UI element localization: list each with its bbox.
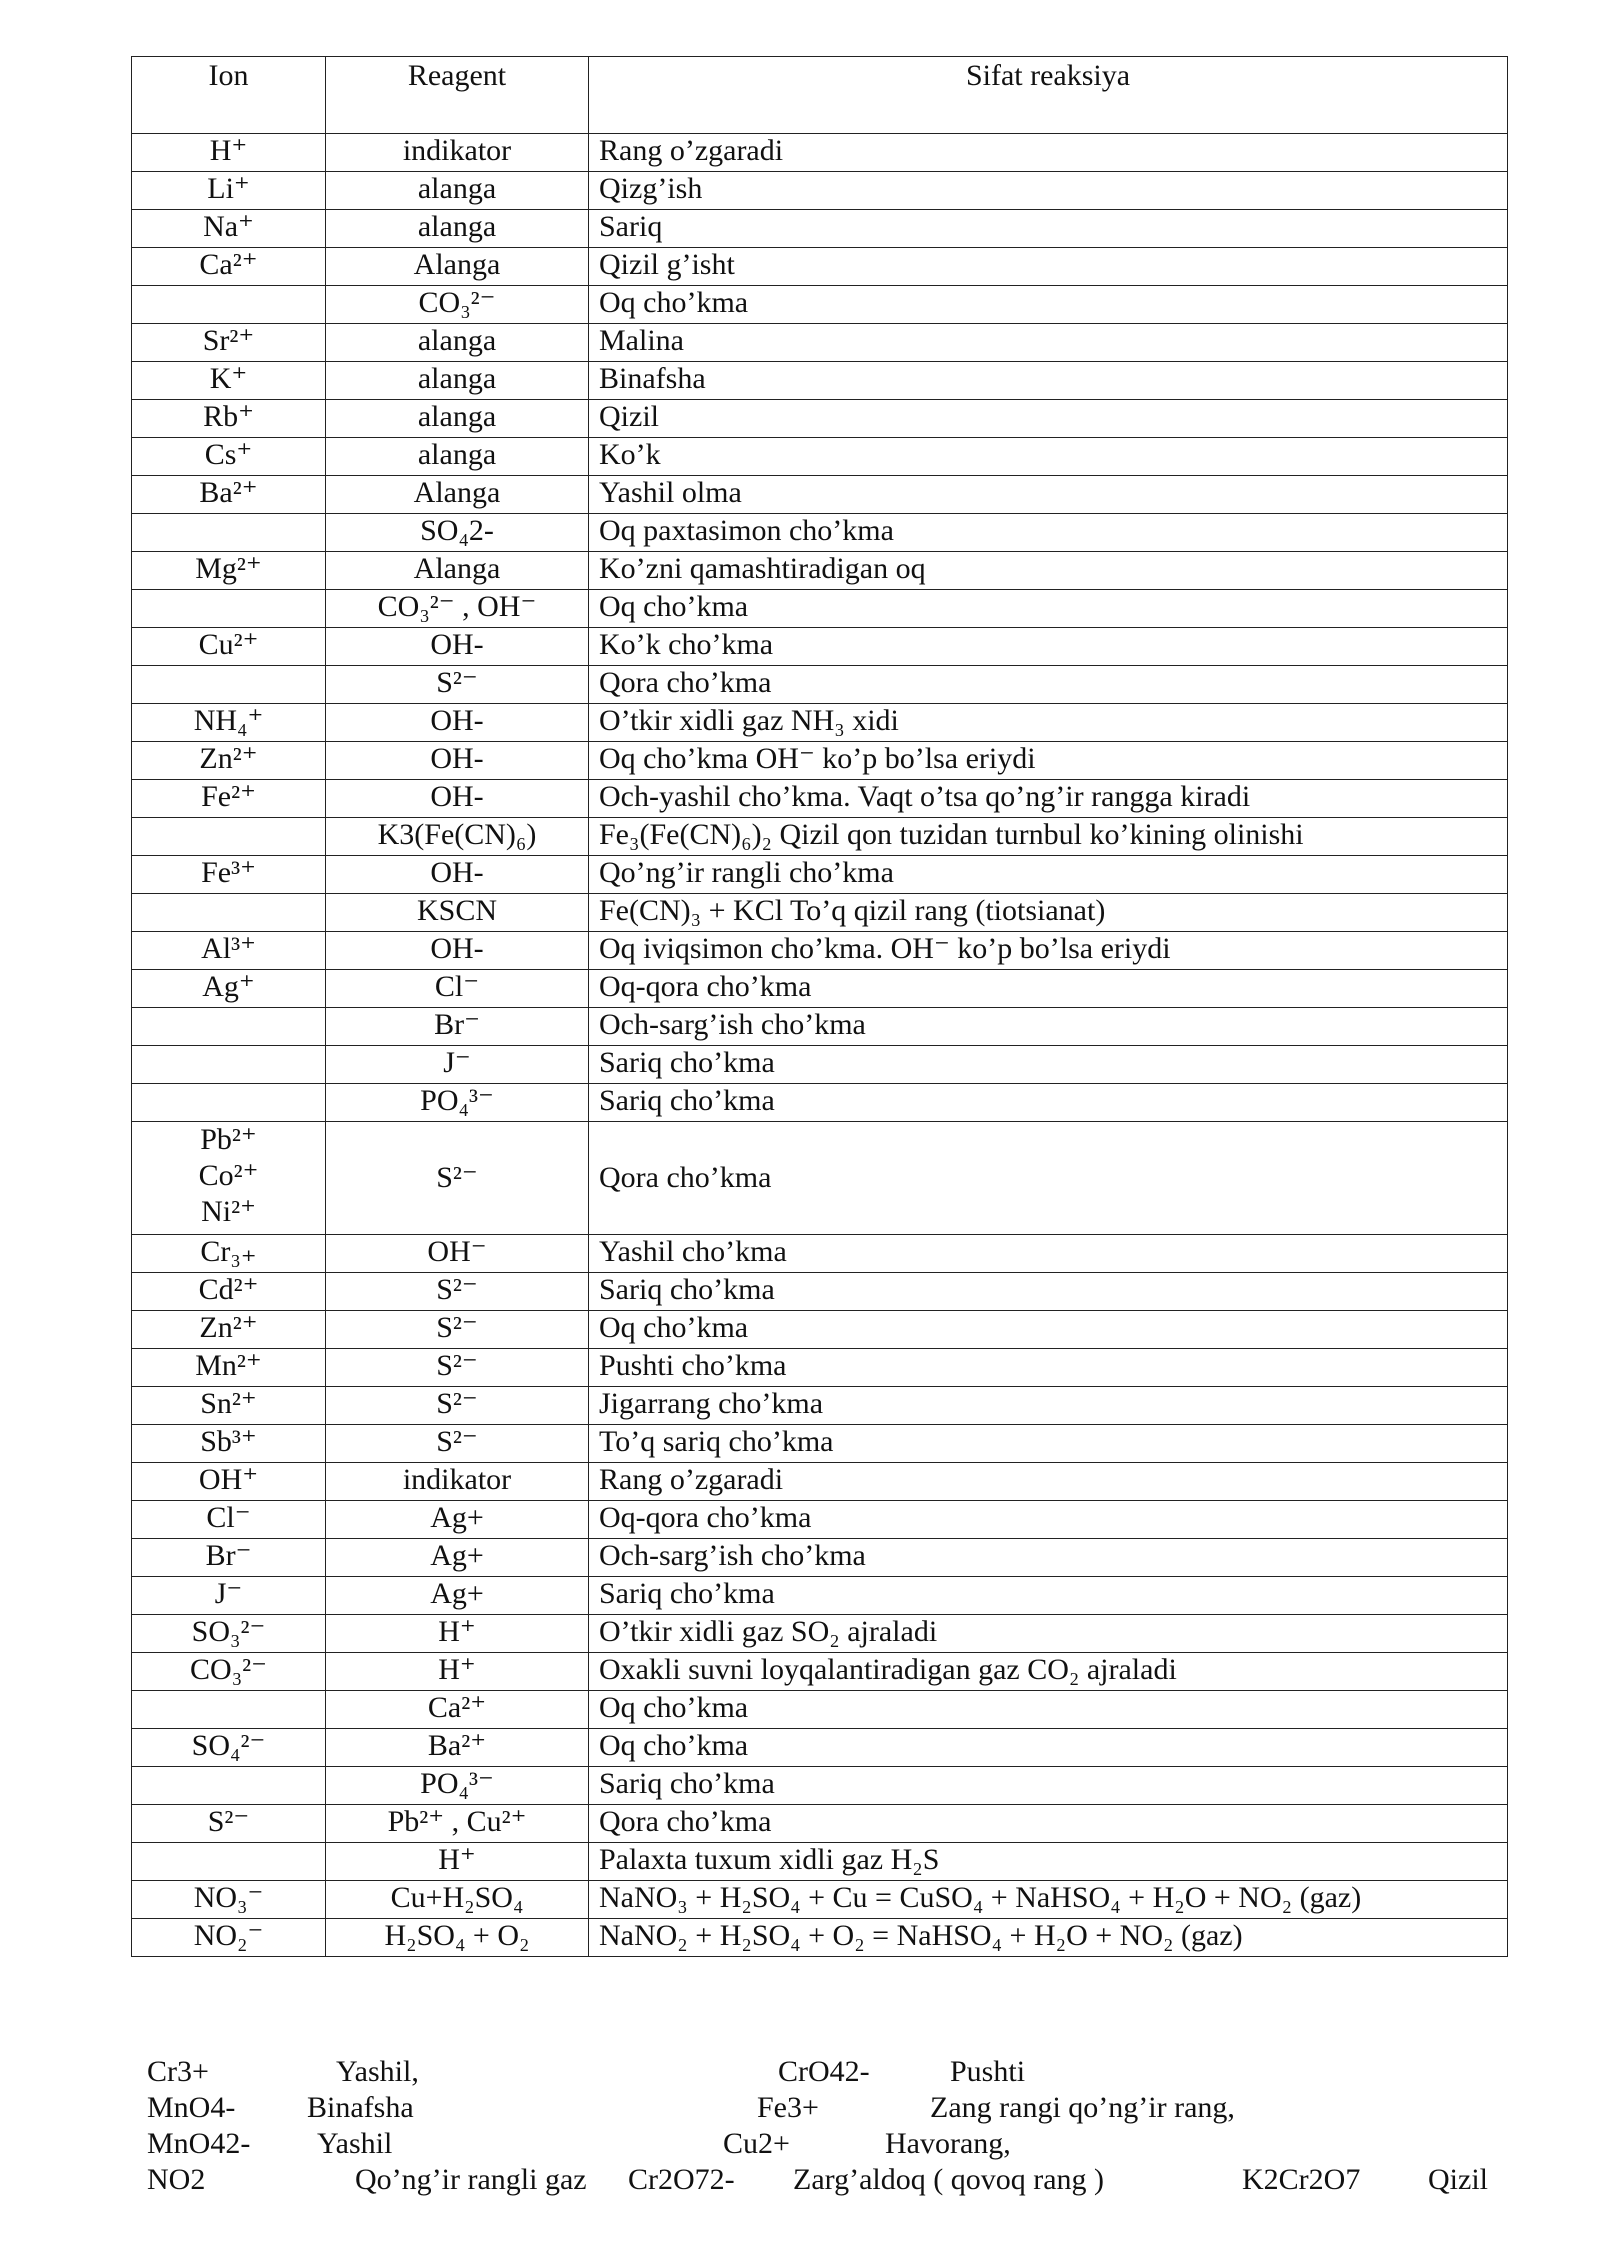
reaction-cell: Fe(CN)₃ + KCl To’q qizil rang (tiotsianat): [589, 894, 1508, 932]
reagent-cell: PO₄³⁻: [326, 1767, 589, 1805]
ion-cell: Al³⁺: [132, 932, 326, 970]
table-row: [132, 1463, 1508, 1501]
table-row: [132, 172, 1508, 210]
header-reagent: Reagent: [326, 57, 589, 134]
legend-ion: CrO42-: [778, 2055, 870, 2088]
ion-cell: Cd²⁺: [132, 1273, 326, 1311]
table-row: [132, 1881, 1508, 1919]
table-header-row: [132, 57, 1508, 134]
reagent-cell: OH-: [326, 932, 589, 970]
ion-cell: Ca²⁺: [132, 248, 326, 286]
table-row: [132, 1539, 1508, 1577]
legend-color: Zarg’aldoq ( qovoq rang ): [793, 2163, 1105, 2196]
reaction-cell: Qora cho’kma: [589, 666, 1508, 704]
table-row: [132, 780, 1508, 818]
legend-ion: Fe3+: [757, 2091, 819, 2124]
reaction-cell: Qora cho’kma: [589, 1805, 1508, 1843]
ion-cell: [132, 514, 326, 552]
table-row: [132, 362, 1508, 400]
reaction-cell: Oq paxtasimon cho’kma: [589, 514, 1508, 552]
reagent-cell: Ca²⁺: [326, 1691, 589, 1729]
reaction-cell: Yashil cho’kma: [589, 1235, 1508, 1273]
reaction-cell: Qora cho’kma: [589, 1122, 1508, 1235]
header-ion: Ion: [132, 57, 326, 134]
ion-cell: J⁻: [132, 1577, 326, 1615]
reagent-cell: KSCN: [326, 894, 589, 932]
ion-cell: Ag⁺: [132, 970, 326, 1008]
table-row: [132, 1311, 1508, 1349]
reaction-cell: Oq cho’kma: [589, 1691, 1508, 1729]
ion-cell: [132, 1767, 326, 1805]
reaction-cell: Qo’ng’ir rangli cho’kma: [589, 856, 1508, 894]
ion-cell: NO₃⁻: [132, 1881, 326, 1919]
ion-cell: NH₄⁺: [132, 704, 326, 742]
ion-cell: Mg²⁺: [132, 552, 326, 590]
reaction-cell: O’tkir xidli gaz NH₃ xidi: [589, 704, 1508, 742]
reaction-cell: Oq iviqsimon cho’kma. OH⁻ ko’p bo’lsa eriydi: [589, 932, 1508, 970]
reagent-cell: alanga: [326, 210, 589, 248]
reaction-cell: Sariq cho’kma: [589, 1084, 1508, 1122]
reagent-cell: S²⁻: [326, 666, 589, 704]
reaction-cell: Sariq: [589, 210, 1508, 248]
reaction-cell: Qizil: [589, 400, 1508, 438]
reagent-cell: S²⁻: [326, 1122, 589, 1235]
reagent-cell: H⁺: [326, 1843, 589, 1881]
reaction-cell: Qizg’ish: [589, 172, 1508, 210]
reagent-cell: Cu+H₂SO₄: [326, 1881, 589, 1919]
reagent-cell: alanga: [326, 362, 589, 400]
reaction-cell: Fe₃(Fe(CN)₆)₂ Qizil qon tuzidan turnbul ko’kining olinishi: [589, 818, 1508, 856]
header-reaction: Sifat reaksiya: [589, 57, 1508, 134]
reagent-cell: Ag+: [326, 1539, 589, 1577]
legend-ion: MnO42-: [147, 2127, 251, 2160]
reagent-cell: H⁺: [326, 1653, 589, 1691]
table-row: [132, 552, 1508, 590]
legend-ion: Cr3+: [147, 2055, 209, 2088]
ion-cell: Li⁺: [132, 172, 326, 210]
reagent-cell: OH-: [326, 742, 589, 780]
reaction-cell: Sariq cho’kma: [589, 1046, 1508, 1084]
reaction-cell: Palaxta tuxum xidli gaz H₂S: [589, 1843, 1508, 1881]
reaction-cell: Oq cho’kma: [589, 590, 1508, 628]
ion-cell: [132, 286, 326, 324]
table-row: [132, 856, 1508, 894]
table-row: [132, 476, 1508, 514]
table-row: [132, 1805, 1508, 1843]
table-row: [132, 818, 1508, 856]
table-row: [132, 1843, 1508, 1881]
reagent-cell: OH-: [326, 856, 589, 894]
table-row: [132, 210, 1508, 248]
ion-cell: Pb²⁺ Co²⁺ Ni²⁺: [132, 1122, 326, 1235]
reaction-cell: Malina: [589, 324, 1508, 362]
table-row: [132, 400, 1508, 438]
legend-color: Yashil: [317, 2127, 393, 2160]
reagent-cell: OH-: [326, 628, 589, 666]
reagent-cell: alanga: [326, 172, 589, 210]
reaction-cell: Ko’zni qamashtiradigan oq: [589, 552, 1508, 590]
legend-color: Pushti: [950, 2055, 1026, 2088]
ion-cell: OH⁺: [132, 1463, 326, 1501]
ion-reaction-table: [131, 56, 1508, 1957]
reagent-cell: CO₃²⁻ , OH⁻: [326, 590, 589, 628]
ion-cell: Ba²⁺: [132, 476, 326, 514]
ion-cell: Sn²⁺: [132, 1387, 326, 1425]
ion-cell: Fe³⁺: [132, 856, 326, 894]
table-row: [132, 1084, 1508, 1122]
reagent-cell: J⁻: [326, 1046, 589, 1084]
reagent-cell: indikator: [326, 134, 589, 172]
legend-ion: Cr2O72-: [628, 2163, 735, 2196]
reaction-cell: NaNO₂ + H₂SO₄ + O₂ = NaHSO₄ + H₂O + NO₂ (gaz): [589, 1919, 1508, 1957]
reaction-cell: Oq cho’kma: [589, 1311, 1508, 1349]
reaction-cell: Oxakli suvni loyqalantiradigan gaz CO₂ ajraladi: [589, 1653, 1508, 1691]
reagent-cell: PO₄³⁻: [326, 1084, 589, 1122]
legend-ion: MnO4-: [147, 2091, 236, 2124]
reagent-cell: S²⁻: [326, 1273, 589, 1311]
reagent-cell: Ag+: [326, 1501, 589, 1539]
reaction-cell: Och-sarg’ish cho’kma: [589, 1008, 1508, 1046]
reagent-cell: OH-: [326, 704, 589, 742]
table-row: [132, 1235, 1508, 1273]
ion-cell: Sr²⁺: [132, 324, 326, 362]
table-row: [132, 324, 1508, 362]
reagent-cell: H₂SO₄ + O₂: [326, 1919, 589, 1957]
reaction-cell: Ko’k: [589, 438, 1508, 476]
reaction-cell: O’tkir xidli gaz SO₂ ajraladi: [589, 1615, 1508, 1653]
reaction-cell: Binafsha: [589, 362, 1508, 400]
reagent-cell: S²⁻: [326, 1425, 589, 1463]
reaction-cell: To’q sariq cho’kma: [589, 1425, 1508, 1463]
reaction-cell: Oq-qora cho’kma: [589, 970, 1508, 1008]
ion-cell: K⁺: [132, 362, 326, 400]
table-row: [132, 1349, 1508, 1387]
table-row: [132, 1273, 1508, 1311]
table-row: [132, 704, 1508, 742]
reaction-cell: Sariq cho’kma: [589, 1273, 1508, 1311]
table-row: [132, 1691, 1508, 1729]
table-row: [132, 1008, 1508, 1046]
ion-cell: [132, 818, 326, 856]
reaction-cell: Oq-qora cho’kma: [589, 1501, 1508, 1539]
ion-cell: [132, 894, 326, 932]
ion-cell: Cs⁺: [132, 438, 326, 476]
reaction-cell: Rang o’zgaradi: [589, 1463, 1508, 1501]
reaction-cell: Yashil olma: [589, 476, 1508, 514]
table-row: [132, 1653, 1508, 1691]
table-row: [132, 514, 1508, 552]
table-row: [132, 1046, 1508, 1084]
reagent-cell: Ba²⁺: [326, 1729, 589, 1767]
ion-cell: SO₄²⁻: [132, 1729, 326, 1767]
table-row: [132, 1577, 1508, 1615]
table-row: [132, 1501, 1508, 1539]
reagent-cell: S²⁻: [326, 1349, 589, 1387]
ion-cell: H⁺: [132, 134, 326, 172]
reagent-cell: CO₃²⁻: [326, 286, 589, 324]
legend-ion: Cu2+: [723, 2127, 790, 2160]
reagent-cell: K3(Fe(CN)₆): [326, 818, 589, 856]
ion-cell: [132, 1691, 326, 1729]
ion-cell: S²⁻: [132, 1805, 326, 1843]
ion-cell: [132, 666, 326, 704]
reagent-cell: indikator: [326, 1463, 589, 1501]
table-row: [132, 970, 1508, 1008]
reagent-cell: OH⁻: [326, 1235, 589, 1273]
legend-color: Qizil: [1428, 2163, 1488, 2196]
ion-cell: Rb⁺: [132, 400, 326, 438]
reagent-cell: H⁺: [326, 1615, 589, 1653]
table-row: [132, 134, 1508, 172]
reaction-cell: Qizil g’isht: [589, 248, 1508, 286]
reagent-cell: S²⁻: [326, 1311, 589, 1349]
table-row: [132, 1767, 1508, 1805]
ion-cell: [132, 1084, 326, 1122]
ion-cell: Sb³⁺: [132, 1425, 326, 1463]
reaction-cell: Oq cho’kma: [589, 1729, 1508, 1767]
table-row: [132, 894, 1508, 932]
reagent-cell: Alanga: [326, 552, 589, 590]
ion-cell: Cl⁻: [132, 1501, 326, 1539]
reagent-cell: Pb²⁺ , Cu²⁺: [326, 1805, 589, 1843]
reagent-cell: S²⁻: [326, 1387, 589, 1425]
ion-cell: [132, 590, 326, 628]
table-row: [132, 1387, 1508, 1425]
reagent-cell: Br⁻: [326, 1008, 589, 1046]
ion-cell: NO₂⁻: [132, 1919, 326, 1957]
ion-cell: Na⁺: [132, 210, 326, 248]
reaction-cell: Jigarrang cho’kma: [589, 1387, 1508, 1425]
reagent-cell: Ag+: [326, 1577, 589, 1615]
reagent-cell: Cl⁻: [326, 970, 589, 1008]
legend-color: Havorang,: [885, 2127, 1011, 2160]
table-row: [132, 1729, 1508, 1767]
reagent-cell: OH-: [326, 780, 589, 818]
table-row: [132, 1919, 1508, 1957]
ion-cell: Br⁻: [132, 1539, 326, 1577]
ion-cell: SO₃²⁻: [132, 1615, 326, 1653]
table-row: [132, 932, 1508, 970]
ion-cell: [132, 1008, 326, 1046]
reagent-cell: alanga: [326, 324, 589, 362]
reagent-cell: SO₄2-: [326, 514, 589, 552]
reaction-cell: Sariq cho’kma: [589, 1577, 1508, 1615]
reagent-cell: alanga: [326, 400, 589, 438]
reaction-cell: Och-yashil cho’kma. Vaqt o’tsa qo’ng’ir rangga kiradi: [589, 780, 1508, 818]
table-row: [132, 1615, 1508, 1653]
ion-cell: Cr₃₊: [132, 1235, 326, 1273]
legend-color: Zang rangi qo’ng’ir rang,: [930, 2091, 1235, 2124]
reaction-cell: Oq cho’kma OH⁻ ko’p bo’lsa eriydi: [589, 742, 1508, 780]
reagent-cell: Alanga: [326, 476, 589, 514]
reaction-cell: Pushti cho’kma: [589, 1349, 1508, 1387]
reaction-cell: Ko’k cho’kma: [589, 628, 1508, 666]
ion-cell: CO₃²⁻: [132, 1653, 326, 1691]
reaction-cell: Och-sarg’ish cho’kma: [589, 1539, 1508, 1577]
table-row: [132, 742, 1508, 780]
reaction-cell: NaNO₃ + H₂SO₄ + Cu = CuSO₄ + NaHSO₄ + H₂O + NO₂ (gaz): [589, 1881, 1508, 1919]
legend-color: Binafsha: [307, 2091, 414, 2124]
ion-cell: [132, 1046, 326, 1084]
ion-cell: Zn²⁺: [132, 1311, 326, 1349]
table-row: [132, 286, 1508, 324]
reagent-cell: alanga: [326, 438, 589, 476]
legend-ion: NO2: [147, 2163, 206, 2196]
legend-color: Qo’ng’ir rangli gaz: [355, 2163, 587, 2196]
ion-cell: Mn²⁺: [132, 1349, 326, 1387]
ion-cell: Cu²⁺: [132, 628, 326, 666]
ion-cell: [132, 1843, 326, 1881]
reaction-cell: Sariq cho’kma: [589, 1767, 1508, 1805]
table-row: [132, 1122, 1508, 1235]
table-row: [132, 590, 1508, 628]
legend-color: Yashil,: [336, 2055, 419, 2088]
reaction-cell: Oq cho’kma: [589, 286, 1508, 324]
reaction-cell: Rang o’zgaradi: [589, 134, 1508, 172]
legend-ion: K2Cr2O7: [1242, 2163, 1361, 2196]
table-row: [132, 666, 1508, 704]
table-row: [132, 628, 1508, 666]
table-row: [132, 1425, 1508, 1463]
ion-cell: Zn²⁺: [132, 742, 326, 780]
table-row: [132, 248, 1508, 286]
reagent-cell: Alanga: [326, 248, 589, 286]
table-row: [132, 438, 1508, 476]
ion-cell: Fe²⁺: [132, 780, 326, 818]
